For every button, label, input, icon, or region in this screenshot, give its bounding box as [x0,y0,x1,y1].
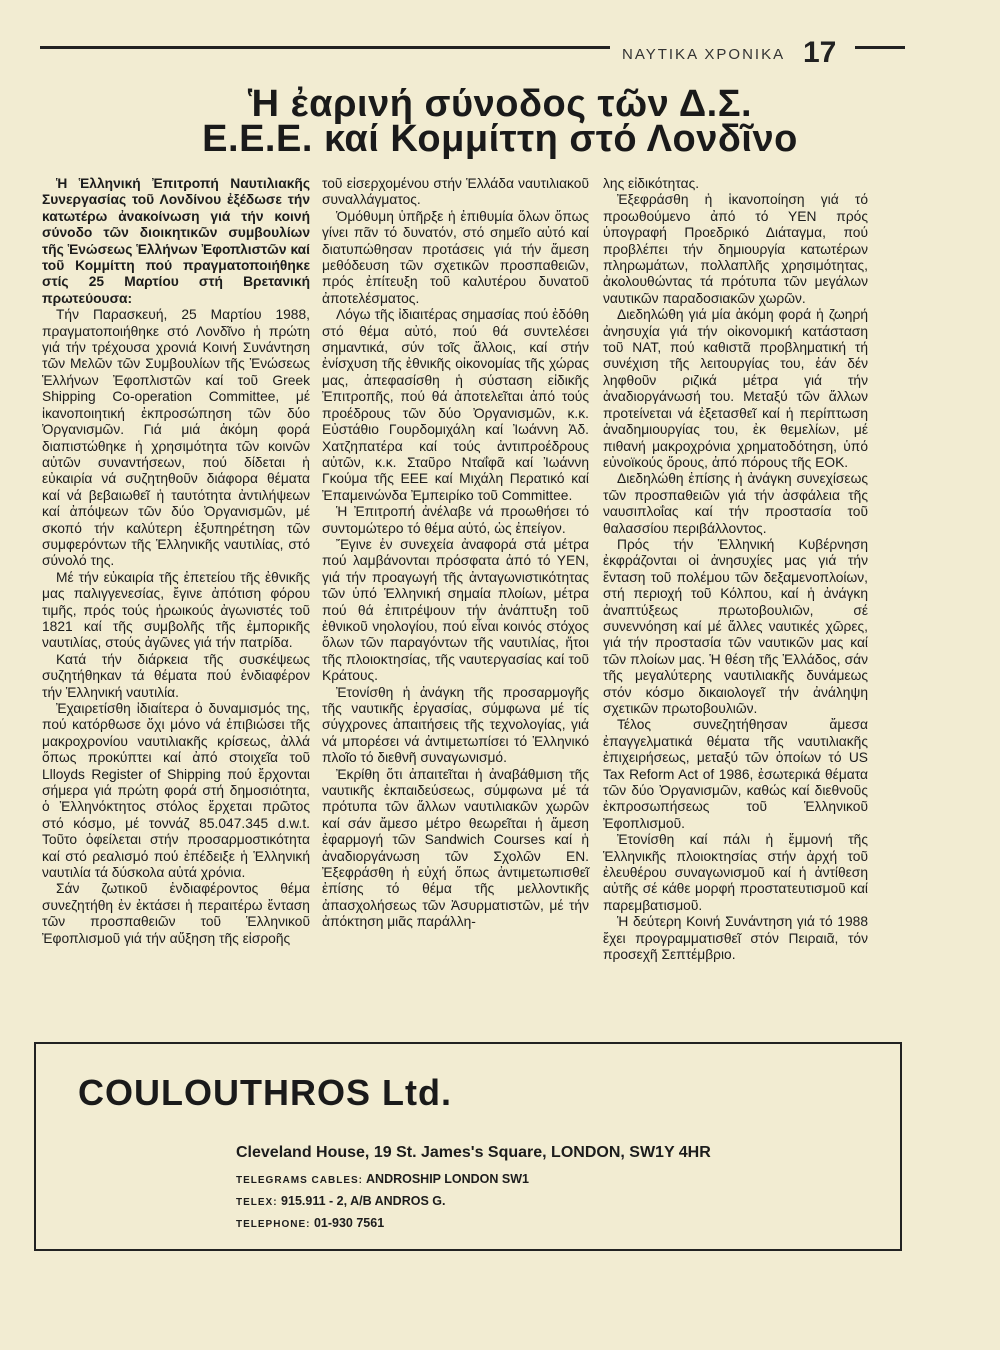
paragraph: Διεδηλώθη ἐπίσης ἡ ἀνάγκη συνεχίσεως τῶν προσπαθειῶν γιά τήν ἀσφάλεια τῆς ναυσιπλοΐας καί τήν προστασία τοῦ θαλασσίου περιβάλλοντος. [603,471,868,536]
article-lead: Ἡ Ἑλληνική Ἐπιτροπή Ναυτιλιακῆς Συνεργασίας τοῦ Λονδίνου ἐξέδωσε τήν κατωτέρω ἀνακοίνωση γιά τήν κοινή σύνοδο τῶν διοικητικῶν συμβουλίων τῆς Ἑνώσεως Ἑλλήνων Ἐφοπλιστῶν καί τοῦ Κομμίττη πού πραγματοποιήθηκε στίς 25 Μαρτίου στή Βρετανική πρωτεύουσα: [42,176,310,306]
paragraph: Τέλος συνεζητήθησαν ἄμεσα ἐπαγγελματικά θέματα τῆς ναυτιλιακῆς ἐπιχειρήσεως, μεταξύ τῶν ὁποίων τό US Tax Reform Act of 1986, ἐσωτερικά θέματα τῶν δύο Ὀργανισμῶν, καθώς καί διεθνοῦς ἐκπροσωπήσεως τοῦ Ἑλληνικοῦ Ἐφοπλισμοῦ. [603,717,868,831]
paragraph: Ἐτονίσθη καί πάλι ἡ ἔμμονή τῆς Ἑλληνικῆς πλοιοκτησίας στήν ἀρχή τοῦ ἐλευθέρου συναγωνισμοῦ καί ἡ ἀντίθεση αὐτῆς σέ κάθε μορφή προστατευτισμοῦ καί παρεμβατισμοῦ. [603,832,868,913]
paragraph: Ὁμόθυμη ὑπῆρξε ἡ ἐπιθυμία ὅλων ὅπως γίνει πᾶν τό δυνατόν, στό σημεῖο αὐτό καί διατυπώθησαν προτάσεις γιά τήν ἄμεση μεθόδευση τῶν σχετικῶν προσπαθειῶν, πρός ἐπίτευξη τοῦ καλυτέρου δυνατοῦ ἀποτελέσματος. [322,208,589,306]
paragraph: τοῦ εἰσερχομένου στήν Ἑλλάδα ναυτιλιακοῦ συναλλάγματος. [322,176,589,208]
advertisement-box [34,1042,902,1251]
paragraph: Ἡ δεύτερη Κοινή Συνάντηση γιά τό 1988 ἔχει προγραμματισθεῖ στόν Πειραιᾶ, τόν προσεχῆ Σεπτέμβριο. [603,914,868,963]
header-rule-left [40,46,610,49]
paragraph: Ἐξεφράσθη ἡ ἱκανοποίηση γιά τό προωθούμενο ἀπό τό ΥΕΝ πρός ὑπογραφή Προεδρικό Διάταγμα, πού προβλέπει τήν δημιουργία κατωτέρων πληρωμάτων, πολλαπλῆς χρησιμότητας, ἀκολουθώντας τά πρότυπα τῶν μεγάλων ναυτικῶν παραδοσιακῶν χωρῶν. [603,192,868,306]
paragraph: Ἐτονίσθη ἡ ἀνάγκη τῆς προσαρμογῆς τῆς ναυτικῆς ἐργασίας, σύμφωνα μέ τίς σύγχρονες ἀπαιτήσεις τῆς τεχνολογίας, γιά νά μπορέσει νά ἀντιμετωπίσει τό Ἑλληνικό πλοῖο τό διεθνῆ συναγωνισμό. [322,684,589,766]
paragraph: Ἐχαιρετίσθη ἰδιαίτερα ὁ δυναμισμός της, πού κατόρθωσε ὄχι μόνο νά ἐπιβιώσει τῆς μακροχρονίου ναυτιλιακῆς κρίσεως, ἀλλά ὅπως προκύπτει καί ἀπό στοιχεῖα τοῦ Llloyds Register of Shipping πού ἔρχονται σήμερα γιά πρώτη φορά στή δημοσιότητα, ὁ Ἑλληνόκτητος στόλος ἔρχεται πρῶτος στό κόσμο, μέ τοννάζ 85.047.345 d.w.t. Τοῦτο ὀφείλεται στήν προσαρμοστικότητα καί στό ρεαλισμό πού ἐπέδειξε ἡ Ἑλληνική ναυτιλία τά δύσκολα αὐτά χρόνια. [42,701,310,881]
company-name: COULOUTHROS Ltd. [78,1072,452,1113]
company-address: Cleveland House, 19 St. James's Square, LONDON, SW1Y 4HR [236,1144,711,1161]
paragraph: Σάν ζωτικοῦ ἐνδιαφέροντος θέμα συνεζητήθη ἐν ἐκτάσει ἡ περαιτέρω ἔνταση τῶν προσπαθειῶν τοῦ Ἑλληνικοῦ Ἐφοπλισμοῦ γιά τήν αὔξηση τῆς εἰσροῆς [42,881,310,946]
paragraph: λης εἰδικότητας. [603,176,700,191]
article-column-2 [322,176,589,931]
headline-line-1: Ἡ ἐαρινή σύνοδος τῶν Δ.Σ. [247,83,753,125]
headline-line-2: Ε.Ε.Ε. καί Κομμίττη στό Λονδῖνο [202,118,798,160]
magazine-name: ΝΑΥΤΙΚΑ ΧΡΟΝΙΚΑ [622,46,786,63]
telephone-line [236,1216,384,1230]
header-rule-right [855,46,905,49]
cables-label: TELEGRAMS CABLES: [236,1175,363,1186]
paragraph: Ἐκρίθη ὅτι ἀπαιτεῖται ἡ ἀναβάθμιση τῆς ναυτικῆς ἐκπαιδεύσεως, σύμφωνα μέ τά πρότυπα τῶν ἄλλων ναυτιλιακῶν χωρῶν καί σάν ἄμεσο μέτρο θεωρεῖται ἡ ἄμεση ἐφαρμογή τῶν Sandwich Courses καί ἡ ἀναδιοργάνωση τῶν Σχολῶν ΕΝ. Ἐξεφράσθη ἡ εὐχή ὅπως ἀντιμετωπισθεῖ ἐπίσης τό θέμα τῆς μελλοντικῆς ἀπασχολήσεως τῶν Ἀσυρματιστῶν, μέ τήν ἀπόκτηση μιᾶς παράλλη- [322,766,589,930]
page-number: 17 [803,36,837,69]
telephone-label: TELEPHONE: [236,1219,311,1230]
article-column-1 [42,176,310,947]
telex-label: TELEX: [236,1197,278,1208]
paragraph: Κατά τήν διάρκεια τῆς συσκέψεως συζητήθηκαν τά θέματα πού ἐνδιαφέρον τήν Ἑλληνική ναυτιλία. [42,651,310,700]
cables-value: ANDROSHIP LONDON SW1 [366,1172,529,1186]
paragraph: Πρός τήν Ἑλληνική Κυβέρνηση ἐκφράζονται οἱ ἀνησυχίες μας γιά τήν ἔνταση τοῦ πολέμου τῶν δεξαμενοπλοίων, στή περιοχή τοῦ Κόλπου, καί ἡ ἀνάγκη ἀναπτύξεως πρωτοβουλιῶν, σέ συνεννόηση καί μέ ἄλλες ναυτικές χῶρες, γιά τήν προστασία τῶν ναυτικῶν μας καί τῶν πλοίων μας. Ἡ θέση τῆς Ἑλλάδος, σάν τῆς μεγαλύτερης ναυτιλιακῆς δυνάμεως στόν κόσμο δικαιολογεῖ τήν ἀνάληψη σχετικῶν πρωτοβουλιῶν. [603,536,868,716]
telephone-value: 01-930 7561 [313,1216,385,1230]
paragraph: Λόγω τῆς ἰδιαιτέρας σημασίας πού ἐδόθη στό θέμα αὐτό, πού θά συντελέσει σημαντικά, σύν τοῖς ἄλλοις, καί στήν ἐνίσχυση τῆς ἐθνικῆς οἰκονομίας τῆς χώρας μας, ἀπεφασίσθη ἡ σύσταση εἰδικῆς Ἐπιτροπῆς, πού θά ἀποτελεῖται ἀπό τούς προέδρους τῶν δύο Ὀργανισμῶν, κ.κ. Εὐστάθιο Γουρδομιχάλη καί Ἰωάννη Ἀδ. Χατζηπατέρα καί τούς ἀντιπροέδρους αὐτῶν, κ.κ. Σταῦρο Νταΐφᾶ καί Ἰωάννη Γκούμα τῆς ΕΕΕ καί Μιχάλη Περατικό καί Ἐπαμεινώνδα Ἐμπειρίκο τοῦ Committee. [322,307,589,503]
paragraph: Ἔγινε ἐν συνεχεία ἀναφορά στά μέτρα πού λαμβάνονται πρόσφατα ἀπό τό ΥΕΝ, γιά τήν προαγωγή τῆς ἀνταγωνιστικότητας τῶν ὑπό Ἑλληνική σημαία πλοίων, μέτρα πού θά ἐπιτρέψουν τήν ἀνάπτυξη τοῦ ἐθνικοῦ νηολογίου, πού εἶναι κοινός στόχος ὅλων τῶν παραγόντων τῆς ναυτιλίας, ἤτοι τῆς πλοιοκτησίας, τῆς ναυτεργασίας καί τοῦ Κράτους. [322,536,589,684]
telex-value: 915.911 - 2, A/B ANDROS G. [281,1194,446,1208]
article-column-3 [603,176,868,964]
cables-line [236,1172,529,1186]
paragraph: Ἡ Ἐπιτροπή ἀνέλαβε νά προωθήσει τό συντομώτερο τό θέμα αὐτό, ὡς ἐπείγον. [322,504,589,536]
telex-line [236,1194,445,1208]
paragraph: Τήν Παρασκευή, 25 Μαρτίου 1988, πραγματοποιήθηκε στό Λονδῖνο ἡ πρώτη γιά τήν τρέχουσα χρονιά Κοινή Συνάντηση τῶν Μελῶν τῶν Συμβουλίων τῆς Ἑνώσεως Ἑλλήνων Ἐφοπλιστῶν καί τοῦ Greek Shipping Co-operation Committee, μέ ἱκανοποιητική ἐκπροσώπηση τῶν δύο Ὀργανισμῶν. Γιά μιά ἀκόμη φορά διαπιστώθηκε ἡ χρησιμότητα τῶν κοινῶν αὐτῶν συναντήσεων, πού δίδεται ἡ εὐκαιρία νά συζητηθοῦν διάφορα θέματα καί νά βεβαιωθεῖ ἡ ταυτότητα ἀντιλήψεων καί ἀπόψεων τῶν δύο Ὀργανισμῶν, μέ σκοπό τήν καλύτερη ἐξυπηρέτηση τῶν συμφερόντων τῆς Ἑλληνικῆς ναυτιλίας, στό σύνολό της. [42,307,310,569]
paragraph: Μέ τήν εὐκαιρία τῆς ἐπετείου τῆς ἐθνικῆς μας παλιγγενεσίας, ἔγινε ἀπότιση φόρου τιμῆς, πρός τούς ἡρωικούς ἀγωνιστές τοῦ 1821 καί τῆς συμβολῆς τῆς ἐμπορικῆς ναυτιλίας, στούς ἀγῶνες γιά τήν πατρίδα. [42,569,310,651]
paragraph: Διεδηλώθη γιά μία ἀκόμη φορά ἡ ζωηρή ἀνησυχία γιά τήν οἰκονομική κατάσταση τοῦ ΝΑΤ, πού καθιστᾶ προβληματική τή συνέχιση τῆς λειτουργίας του, ἐάν δέν ληφθοῦν ριζικά μέτρα γιά τήν ἀναδιοργάνωσή του. Μεταξύ τῶν ἄλλων προτείνεται νά ἐξετασθεῖ καί ἡ περίπτωση ἀναδημιουργίας του, ἐκ θεμελίων, μέ πιθανή μακροχρόνια χρηματοδότηση, ὑπό εὐνοϊκούς ὅρους, ἀπό πόρους τῆς ΕΟΚ. [603,307,868,470]
